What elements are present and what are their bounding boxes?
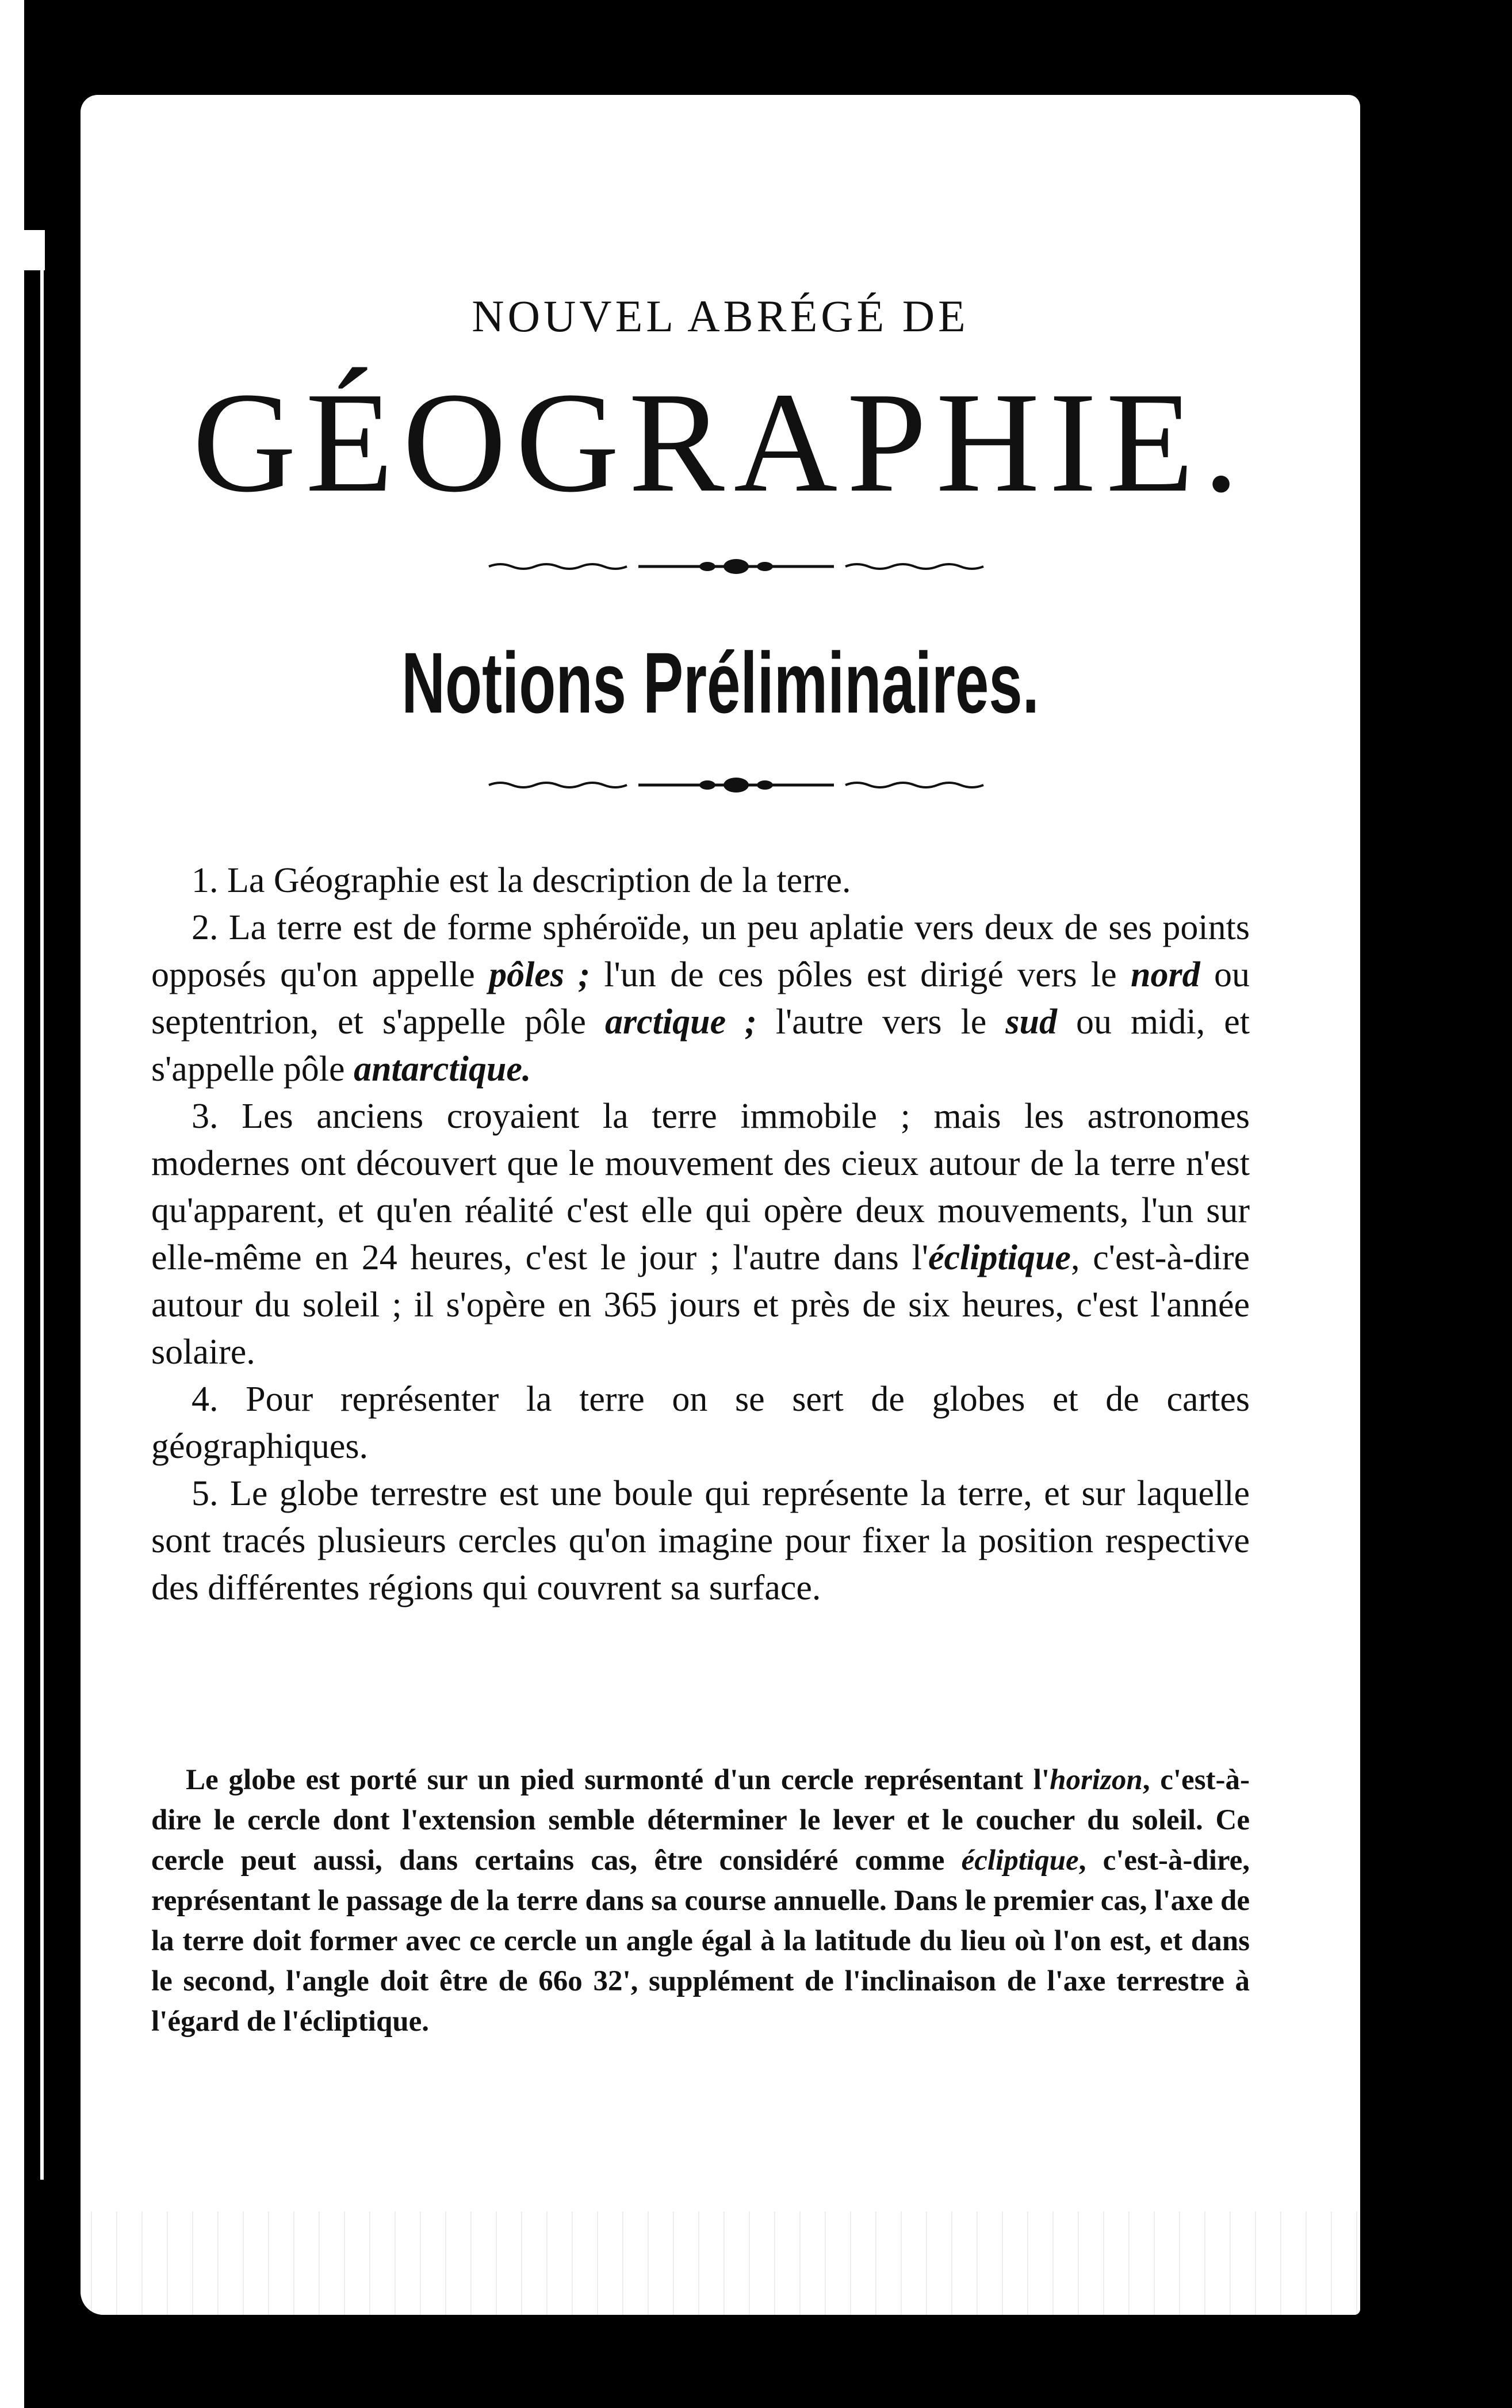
- italic-term: sud: [1005, 1002, 1057, 1042]
- italic-term: écliptique: [961, 1844, 1079, 1877]
- text-run: , c'est-à-dire autour du soleil ; il s'opère en 365 jours et près de six heures, c'est l'année solaire.: [151, 1238, 1250, 1372]
- paragraph: [151, 904, 1250, 1093]
- ornament-divider-bottom: [477, 774, 995, 797]
- italic-term: écliptique: [928, 1238, 1071, 1277]
- paragraph: [151, 1376, 1250, 1470]
- footnote-block: [151, 1760, 1250, 2042]
- text-run: Le globe est porté sur un pied surmonté d'un cercle représentant l': [186, 1764, 1050, 1796]
- text-run: 2. La terre est de forme sphéroïde, un peu aplatie vers deux de ses points opposés qu'on appelle: [151, 908, 1250, 994]
- scan-noise-footer: [81, 2211, 1360, 2315]
- text-run: l'autre vers le: [756, 1002, 1006, 1042]
- book-page: [81, 95, 1360, 2315]
- text-run: 4. Pour représenter la terre on se sert de globes et de cartes géographiques.: [151, 1380, 1250, 1466]
- section-heading: Notions Préliminaires.: [401, 634, 1039, 731]
- text-run: ou midi, et s'appelle pôle: [151, 1002, 1250, 1089]
- text-run: 5. Le globe terrestre est une boule qui représente la terre, et sur laquelle sont tracés plusieurs cercles qu'on imagine pour fixer la position respective des différentes régions qui couvrent sa surface.: [151, 1474, 1250, 1607]
- text-run: 3. Les anciens croyaient la terre immobile ; mais les astronomes modernes ont découvert que le mouvement des cieux autour de la terre n'est qu'apparent, et qu'en réalité c'est elle qui opère deux mouvements, l'un sur elle-même en 24 heures, c'est le jour ; l'autre dans l': [151, 1097, 1250, 1277]
- paragraph: [151, 1093, 1250, 1376]
- italic-term: horizon: [1050, 1764, 1143, 1796]
- title-prefix: NOUVEL ABRÉGÉ DE: [472, 291, 969, 341]
- text-run: 1. La Géographie est la description de la terre.: [192, 861, 851, 900]
- text-run: , c'est-à-dire le cercle dont l'extension semble déterminer le lever et le coucher du soleil. Ce cercle peut aussi, dans certains cas, être considéré comme: [151, 1764, 1250, 1877]
- scan-binding-strip: [9, 247, 44, 2180]
- footnote-paragraph: [151, 1760, 1250, 2042]
- paragraph: [151, 1470, 1250, 1611]
- italic-term: pôles ;: [489, 955, 591, 994]
- text-run: , c'est-à-dire, représentant le passage de la terre dans sa course annuelle. Dans le premier cas, l'axe de la terre doit former avec ce cercle un angle égal à la latitude du lieu où l'on est, et dans le second, l'angle doit être de 66o 32', supplément de l'inclinaison de l'axe terrestre à l'égard de l'écliptique.: [151, 1844, 1250, 2038]
- ornament-divider-top: [477, 555, 995, 578]
- italic-term: antarctique.: [354, 1050, 531, 1089]
- text-run: l'un de ces pôles est dirigé vers le: [590, 955, 1131, 994]
- main-body: [151, 857, 1250, 1611]
- main-title: GÉOGRAPHIE.: [192, 363, 1249, 522]
- italic-term: nord: [1131, 955, 1200, 994]
- paragraph: [151, 857, 1250, 904]
- text-run: ou septentrion, et s'appelle pôle: [151, 955, 1250, 1042]
- italic-term: arctique ;: [604, 1002, 757, 1042]
